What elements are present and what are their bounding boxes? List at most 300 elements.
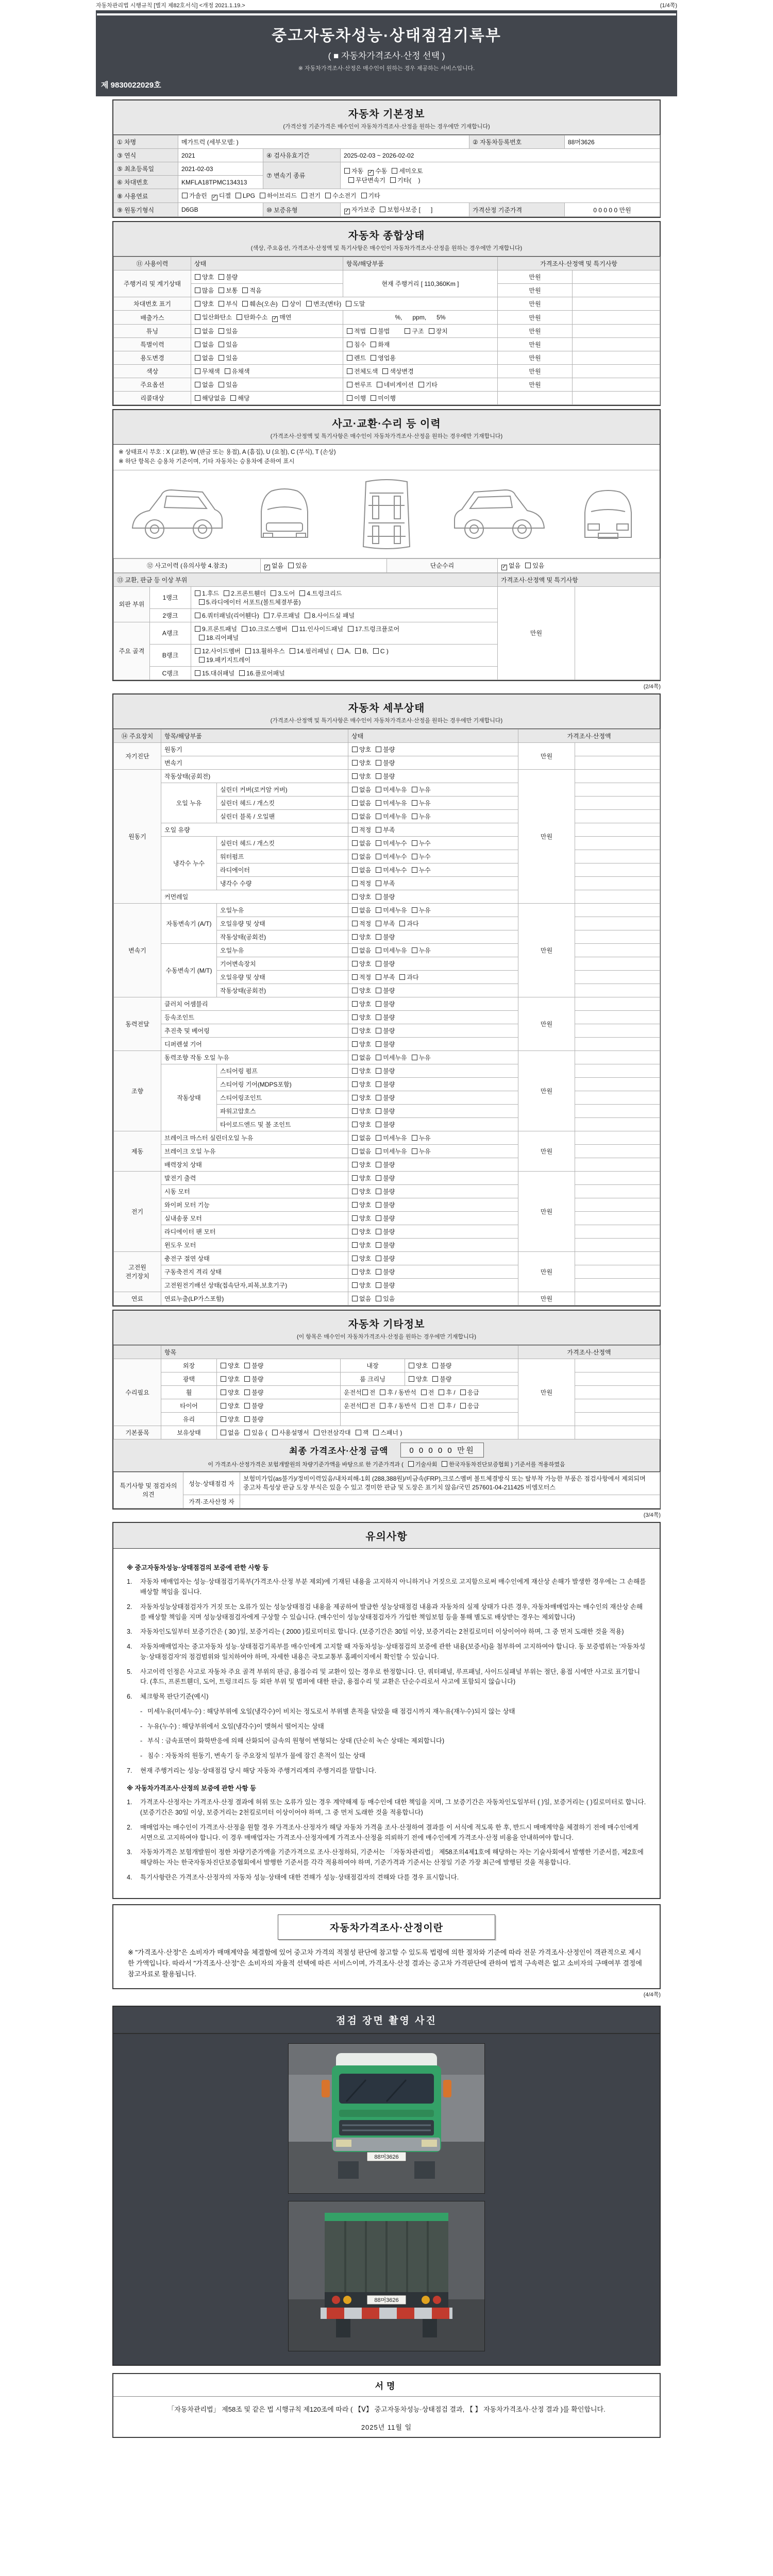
checkbox-없음[interactable] xyxy=(352,787,358,792)
table-cell: 없음 있음 xyxy=(191,378,343,392)
table-cell: 없음 있음 xyxy=(191,351,343,365)
checkbox-3.도어[interactable] xyxy=(271,590,276,596)
checkbox-불량[interactable] xyxy=(376,760,381,766)
checkbox-기타[interactable] xyxy=(418,382,424,387)
checkbox-B,[interactable] xyxy=(355,648,361,654)
table-cell xyxy=(575,970,660,984)
checkbox-기술사회[interactable] xyxy=(408,1461,414,1467)
checkbox-양호[interactable] xyxy=(352,894,358,900)
checkbox-부식[interactable] xyxy=(219,301,224,307)
table-cell: 외판 부위 xyxy=(114,586,150,622)
table-cell: 운전석 전 후 / 동반석 전 후 / 응급 xyxy=(341,1385,518,1399)
table-cell: 실린더 헤드 / 개스킷 xyxy=(217,836,348,850)
checkbox-침수[interactable] xyxy=(347,342,352,347)
checkbox-자가보증[interactable] xyxy=(344,209,350,214)
checkbox-누유[interactable] xyxy=(412,814,417,819)
checkbox-불량[interactable] xyxy=(432,1376,438,1382)
page-marker-3: (3/4쪽) xyxy=(643,1512,661,1518)
checkbox-네비게이션[interactable] xyxy=(377,382,382,387)
checkbox-양호[interactable] xyxy=(221,1389,226,1395)
checkbox-있음[interactable] xyxy=(288,563,294,568)
checkbox-11.인사이드패널[interactable] xyxy=(292,626,298,632)
checkbox-LPG[interactable] xyxy=(236,193,241,198)
checkbox-양호[interactable] xyxy=(352,1242,358,1248)
checkbox-누수[interactable] xyxy=(412,854,417,859)
checkbox-양호[interactable] xyxy=(195,274,200,280)
table-cell: 적법 불법 구조 장치 xyxy=(343,325,498,338)
checkbox-후[interactable] xyxy=(439,1403,444,1409)
checkbox-불량[interactable] xyxy=(376,1242,381,1248)
checkbox-15.대쉬패널[interactable] xyxy=(195,670,200,676)
special-remarks-table xyxy=(113,1472,660,1509)
checkbox-누유[interactable] xyxy=(412,1135,417,1141)
checkbox-양호[interactable] xyxy=(352,988,358,993)
checkbox-하이브리드[interactable] xyxy=(260,193,265,198)
table-cell: 냉각수 누수 xyxy=(161,836,217,890)
checkbox-일산화탄소[interactable] xyxy=(195,314,200,320)
checkbox-영업용[interactable] xyxy=(371,355,376,361)
checkbox-13.휠하우스[interactable] xyxy=(245,648,251,654)
checkbox-불량[interactable] xyxy=(244,1376,250,1382)
table-cell: 발전기 출력 xyxy=(161,1171,348,1184)
table-cell xyxy=(575,943,660,957)
checkbox-양호[interactable] xyxy=(409,1376,414,1382)
notice-heading: ※ 자동차가격조사·산정의 보증에 관한 사항 등 xyxy=(127,1784,257,1792)
table-cell: 무채색 유채색 xyxy=(191,365,343,378)
accident-summary-table xyxy=(113,558,660,573)
checkbox-양호[interactable] xyxy=(352,1014,358,1020)
checkbox-불량[interactable] xyxy=(244,1389,250,1395)
checkbox-양호[interactable] xyxy=(409,1363,414,1368)
checkbox-도말[interactable] xyxy=(346,301,351,307)
checkbox-없음[interactable] xyxy=(352,854,358,859)
table-cell: 만원 xyxy=(518,1292,575,1305)
table-cell: 라디에이터 xyxy=(217,863,348,876)
checkbox-9.프론트패널[interactable] xyxy=(195,626,200,632)
checkbox-불량[interactable] xyxy=(376,747,381,752)
checkbox-미세누유[interactable] xyxy=(376,1055,381,1060)
checkbox-유채색[interactable] xyxy=(225,368,230,374)
checkbox-기타[interactable] xyxy=(390,177,396,183)
checkbox-양호[interactable] xyxy=(352,1256,358,1261)
checkbox-미세누유[interactable] xyxy=(376,814,381,819)
table-cell: 양호 불량 xyxy=(348,1238,518,1251)
checkbox-미세누유[interactable] xyxy=(376,907,381,913)
checkbox-없음[interactable] xyxy=(352,814,358,819)
table-cell: 만원 xyxy=(518,1171,575,1251)
checkbox-잭[interactable] xyxy=(356,1430,361,1435)
checkbox-미세누유[interactable] xyxy=(376,800,381,806)
car-damage-diagrams xyxy=(113,470,660,558)
checkbox-없음[interactable] xyxy=(195,382,200,387)
table-cell: C랭크 xyxy=(150,666,191,680)
checkbox-상이[interactable] xyxy=(282,301,288,307)
checkbox-미세누수[interactable] xyxy=(376,854,381,859)
checkbox-2.프론트휀더[interactable] xyxy=(224,590,229,596)
checkbox-있음[interactable] xyxy=(525,563,531,568)
checkbox-후[interactable] xyxy=(380,1389,385,1395)
checkbox-양호[interactable] xyxy=(195,301,200,307)
table-cell xyxy=(575,1372,660,1385)
checkbox-미세누유[interactable] xyxy=(376,1148,381,1154)
checkbox-누수[interactable] xyxy=(412,867,417,873)
table-cell xyxy=(575,1399,660,1412)
table-cell: 만원 xyxy=(498,284,573,297)
checkbox-양호[interactable] xyxy=(352,1269,358,1275)
other-subtitle: (이 항목은 매수인이 자동차가격조사·산정을 원하는 경우에만 기재합니다) xyxy=(296,1333,477,1340)
section-accident-history xyxy=(112,409,661,681)
table-cell: 없음 미세누수 누수 xyxy=(348,836,518,850)
accident-subtitle: (가격조사·산정액 및 특기사항은 매수인이 자동차가격조사·산정을 원하는 경우에만 기재합니다) xyxy=(270,433,503,439)
checkbox-부족[interactable] xyxy=(376,827,381,833)
checkbox-양호[interactable] xyxy=(352,1001,358,1007)
checkbox-A,[interactable] xyxy=(338,648,343,654)
checkbox-있음[interactable] xyxy=(244,1430,250,1435)
table-cell: 작동상태(공회전) xyxy=(161,769,348,783)
table-cell xyxy=(573,365,660,378)
checkbox-불법[interactable] xyxy=(371,328,376,334)
checkbox-불량[interactable] xyxy=(376,1202,381,1208)
table-cell xyxy=(573,297,660,311)
checkbox-불량[interactable] xyxy=(376,1269,381,1275)
checkbox-안전삼각대[interactable] xyxy=(314,1430,320,1435)
checkbox-10.크로스멤버[interactable] xyxy=(242,626,247,632)
checkbox-양호[interactable] xyxy=(352,1202,358,1208)
checkbox-7.루프패널[interactable] xyxy=(264,613,270,618)
table-cell: 룸 크리닝 xyxy=(341,1372,405,1385)
table-cell: 단순수리 xyxy=(387,558,498,572)
checkbox-없음[interactable] xyxy=(195,342,200,347)
table-cell: 없음 미세누유 누유 xyxy=(348,903,518,917)
checkbox-불량[interactable] xyxy=(376,1189,381,1194)
table-cell: 적정 부족 xyxy=(348,876,518,890)
checkbox-불량[interactable] xyxy=(376,1041,381,1047)
table-cell: 고전원 전기장치 xyxy=(114,1251,161,1292)
table-cell: 양호 불량 xyxy=(348,1265,518,1278)
column-header: ⑬ 교환, 판금 등 이상 부위 xyxy=(114,573,498,586)
checkbox-사용설명서[interactable] xyxy=(272,1430,278,1435)
table-cell xyxy=(575,1117,660,1131)
checkbox-있음[interactable] xyxy=(219,382,224,387)
checkbox-없음[interactable] xyxy=(352,1296,358,1301)
field-value-car-name: 메가트럭 (세부모델: ) xyxy=(178,135,469,149)
table-cell: 오일유량 및 상태 xyxy=(217,917,348,930)
checkbox-불량[interactable] xyxy=(376,1229,381,1234)
checkbox-렌트[interactable] xyxy=(347,355,352,361)
checkbox-전[interactable] xyxy=(362,1389,368,1395)
document-number: 제 9830022029호 xyxy=(101,81,161,90)
checkbox-양호[interactable] xyxy=(352,1215,358,1221)
checkbox-전[interactable] xyxy=(421,1403,427,1409)
checkbox-화재[interactable] xyxy=(371,342,376,347)
checkbox-전[interactable] xyxy=(421,1389,427,1395)
checkbox-있음[interactable] xyxy=(219,355,224,361)
checkbox-불량[interactable] xyxy=(376,1014,381,1020)
checkbox-없음[interactable] xyxy=(352,947,358,953)
checkbox-있음[interactable] xyxy=(376,1296,381,1301)
checkbox-양호[interactable] xyxy=(352,1041,358,1047)
table-cell: ✓ 없음 있음 xyxy=(261,558,387,572)
table-cell: 변속기 xyxy=(161,756,348,769)
notice-item: 7. 현재 주행거리는 성능·상태점검 당시 해당 자동차 주행거리계의 주행거리를 말합니다. xyxy=(127,1767,377,1774)
checkbox-무채색[interactable] xyxy=(195,368,200,374)
table-cell: 전체도색 색상변경 xyxy=(343,365,498,378)
field-value-first-registration: 2021-02-03 xyxy=(178,162,263,176)
checkbox-불량[interactable] xyxy=(244,1403,250,1409)
checkbox-해당없음[interactable] xyxy=(195,395,200,401)
checkbox-적법[interactable] xyxy=(347,328,352,334)
checkbox-없음[interactable] xyxy=(352,800,358,806)
table-cell: 주요 골격 xyxy=(114,622,150,680)
checkbox-누유[interactable] xyxy=(412,947,417,953)
table-cell: 와이퍼 모터 기능 xyxy=(161,1198,348,1211)
checkbox-매연[interactable] xyxy=(272,316,278,322)
checkbox-불량[interactable] xyxy=(244,1363,250,1368)
checkbox-이행[interactable] xyxy=(347,395,352,401)
checkbox-응급[interactable] xyxy=(460,1403,466,1409)
checkbox-없음[interactable] xyxy=(501,565,507,570)
checkbox-양호[interactable] xyxy=(221,1403,226,1409)
section-detail-state xyxy=(112,693,661,1307)
checkbox-불량[interactable] xyxy=(376,1256,381,1261)
checkbox-썬루프[interactable] xyxy=(347,382,352,387)
checkbox-있음[interactable] xyxy=(219,328,224,334)
checkbox-과다[interactable] xyxy=(399,974,405,980)
checkbox-불량[interactable] xyxy=(376,773,381,779)
checkbox-양호[interactable] xyxy=(352,934,358,940)
checkbox-적정[interactable] xyxy=(352,974,358,980)
checkbox-없음[interactable] xyxy=(195,328,200,334)
checkbox-불량[interactable] xyxy=(244,1416,250,1422)
table-cell: 없음 있음 xyxy=(348,1292,518,1305)
checkbox-불량[interactable] xyxy=(219,274,224,280)
checkbox-불량[interactable] xyxy=(376,1108,381,1114)
checkbox-미세누수[interactable] xyxy=(376,867,381,873)
checkbox-구조[interactable] xyxy=(405,328,410,334)
checkbox-불량[interactable] xyxy=(376,1122,381,1127)
table-cell: 광택 xyxy=(161,1372,217,1385)
checkbox-수동[interactable] xyxy=(368,170,374,176)
checkbox-적정[interactable] xyxy=(352,827,358,833)
checkbox-6.쿼터패널(리어휀다)[interactable] xyxy=(195,613,200,618)
checkbox-없음[interactable] xyxy=(264,565,270,570)
checkbox-전기[interactable] xyxy=(301,193,307,198)
checkbox-8.사이드실 패널[interactable] xyxy=(305,613,310,618)
checkbox-적음[interactable] xyxy=(242,287,248,293)
checkbox-양호[interactable] xyxy=(352,1068,358,1074)
table-cell xyxy=(575,756,660,769)
checkbox-미세누유[interactable] xyxy=(376,1135,381,1141)
table-cell: 만원 xyxy=(518,742,575,769)
checkbox-해당[interactable] xyxy=(230,395,236,401)
checkbox-C[interactable] xyxy=(373,648,379,654)
checkbox-16.플로어패널[interactable] xyxy=(239,670,245,676)
checkbox-불량[interactable] xyxy=(376,1001,381,1007)
checkbox-불량[interactable] xyxy=(376,961,381,967)
checkbox-미세누유[interactable] xyxy=(376,947,381,953)
checkbox-양호[interactable] xyxy=(221,1376,226,1382)
checkbox-누수[interactable] xyxy=(412,840,417,846)
checkbox-부족[interactable] xyxy=(376,880,381,886)
table-cell: 오일유량 및 상태 xyxy=(217,970,348,984)
checkbox-미세누수[interactable] xyxy=(376,840,381,846)
checkbox-양호[interactable] xyxy=(352,1175,358,1181)
car-diagram-side-left xyxy=(126,476,227,553)
table-cell xyxy=(573,284,660,297)
table-cell xyxy=(575,850,660,863)
checkbox-양호[interactable] xyxy=(352,1229,358,1234)
table-cell: A랭크 xyxy=(150,622,191,644)
document-note: ※ 자동차가격조사·산정은 매수인이 원하는 경우 제공하는 서비스입니다. xyxy=(298,65,475,72)
checkbox-무단변속기[interactable] xyxy=(348,177,354,183)
checkbox-없음[interactable] xyxy=(352,867,358,873)
checkbox-미이행[interactable] xyxy=(371,395,376,401)
checkbox-양호[interactable] xyxy=(352,773,358,779)
checkbox-장치[interactable] xyxy=(429,328,434,334)
car-diagram-rear xyxy=(569,476,647,553)
checkbox-양호[interactable] xyxy=(352,1081,358,1087)
checkbox-불량[interactable] xyxy=(376,988,381,993)
checkbox-누유[interactable] xyxy=(412,1148,417,1154)
table-cell: 조향 xyxy=(114,1050,161,1131)
checkbox-양호[interactable] xyxy=(352,1189,358,1194)
checkbox-19.패키지트레이[interactable] xyxy=(199,657,205,663)
table-cell: 만원 xyxy=(498,297,573,311)
field-label-base-price: 가격산정 기준가격 xyxy=(469,203,565,217)
checkbox-불량[interactable] xyxy=(376,1215,381,1221)
checkbox-미세누유[interactable] xyxy=(376,787,381,792)
checkbox-탄화수소[interactable] xyxy=(237,314,242,320)
checkbox-양호[interactable] xyxy=(352,961,358,967)
table-cell: 라디에이터 팬 모터 xyxy=(161,1225,348,1238)
notice-item: - 부식 : 금속표면이 화학반응에 의해 산화되어 금속의 원형이 변형되는 상태 (단순히 녹슨 상태는 제외합니다) xyxy=(140,1737,445,1745)
checkbox-없음[interactable] xyxy=(352,1135,358,1141)
table-cell: 만원 xyxy=(518,769,575,903)
table-cell: 양호 불량 xyxy=(348,890,518,903)
checkbox-14.필러패널[interactable] xyxy=(290,648,295,654)
checkbox-불량[interactable] xyxy=(376,1081,381,1087)
checkbox-양호[interactable] xyxy=(352,747,358,752)
checkbox-있음[interactable] xyxy=(219,342,224,347)
checkbox-없음[interactable] xyxy=(195,355,200,361)
checkbox-전[interactable] xyxy=(362,1403,368,1409)
checkbox-스패너[interactable] xyxy=(373,1430,379,1435)
checkbox-전체도색[interactable] xyxy=(347,368,352,374)
checkbox-많음[interactable] xyxy=(195,287,200,293)
table-cell: 양호 불량 xyxy=(348,1077,518,1091)
checkbox-후[interactable] xyxy=(380,1403,385,1409)
checkbox-응급[interactable] xyxy=(460,1389,466,1395)
warranty-checkboxes: ✓ 자가보증 보험사보증 [ ] xyxy=(341,203,469,217)
checkbox-변조(변타)[interactable] xyxy=(306,301,312,307)
checkbox-1.후드[interactable] xyxy=(195,590,200,596)
checkbox-없음[interactable] xyxy=(352,907,358,913)
table-cell: 없음 미세누유 누유 xyxy=(348,809,518,823)
checkbox-양호[interactable] xyxy=(352,760,358,766)
table-cell: 원동기 xyxy=(114,769,161,903)
table-cell xyxy=(575,863,660,876)
checkbox-없음[interactable] xyxy=(221,1430,226,1435)
checkbox-적정[interactable] xyxy=(352,921,358,926)
checkbox-세미오토[interactable] xyxy=(392,168,397,174)
checkbox-가솔린[interactable] xyxy=(182,193,188,198)
table-cell: 썬루프 네비게이션 기타 xyxy=(343,378,498,392)
checkbox-불량[interactable] xyxy=(376,1068,381,1074)
field-label-fuel: ⑧ 사용연료 xyxy=(114,189,178,203)
checkbox-불량[interactable] xyxy=(376,894,381,900)
checkbox-누유[interactable] xyxy=(412,800,417,806)
definition-text: ※ "가격조사·산정"은 소비자가 매매계약을 체결함에 있어 중고차 가격의 적절성 판단에 참고할 수 있도록 법령에 의한 절차와 기준에 따라 전문 가격조사·산정인이 객관적으로 제시한 가액입니다. 따라서 "가격조사·산정"은 소비자의 자율적 선택에 따른 서비스이며, 가격조사·산정 결과는 중고차 가격판단에 관하여 법적 구속력은 없고 소비자의 구매여부 결정에 참고자료로 활용됩니다. xyxy=(128,1948,642,1978)
top-note-row xyxy=(96,0,677,9)
checkbox-과다[interactable] xyxy=(399,921,405,926)
checkbox-12.사이드멤버[interactable] xyxy=(195,648,200,654)
checkbox-누유[interactable] xyxy=(412,907,417,913)
checkbox-한국자동차진단보증협회[interactable] xyxy=(442,1461,447,1467)
checkbox-4.트렁크리드[interactable] xyxy=(299,590,305,596)
detail-band xyxy=(113,694,660,729)
checkbox-부족[interactable] xyxy=(376,921,381,926)
checkbox-색상변경[interactable] xyxy=(382,368,388,374)
table-cell: 양호 불량 xyxy=(405,1372,518,1385)
checkbox-불량[interactable] xyxy=(432,1363,438,1368)
table-cell: 일산화탄소 탄화수소 ✓ 매연 xyxy=(191,311,343,325)
photos-title: 점검 장면 촬영 사진 xyxy=(113,2007,660,2034)
checkbox-부족[interactable] xyxy=(376,974,381,980)
checkbox-수소전기[interactable] xyxy=(325,193,331,198)
checkbox-양호[interactable] xyxy=(352,1028,358,1033)
checkbox-양호[interactable] xyxy=(352,1095,358,1100)
checkbox-양호[interactable] xyxy=(352,1282,358,1288)
checkbox-보통[interactable] xyxy=(219,287,224,293)
table-cell: 양호 불량 xyxy=(348,1171,518,1184)
checkbox-없음[interactable] xyxy=(352,1055,358,1060)
checkbox-18.리어패널[interactable] xyxy=(199,635,205,640)
checkbox-불량[interactable] xyxy=(376,1175,381,1181)
table-cell: 양호 불량 xyxy=(217,1359,341,1372)
checkbox-자동[interactable] xyxy=(344,168,350,174)
checkbox-디젤[interactable] xyxy=(212,195,217,200)
checkbox-양호[interactable] xyxy=(352,1108,358,1114)
checkbox-불량[interactable] xyxy=(376,934,381,940)
checkbox-불량[interactable] xyxy=(376,1282,381,1288)
table-cell: 양호 부식 훼손(오손) 상이 변조(변타) 도말 xyxy=(191,297,498,311)
checkbox-불량[interactable] xyxy=(376,1028,381,1033)
diagram-basis-note: ※ 하단 항목은 승용차 기준이며, 기타 자동차는 승용차에 준하여 표시 xyxy=(119,459,295,465)
checkbox-훼손(오손)[interactable] xyxy=(242,301,248,307)
table-cell: 전기 xyxy=(114,1171,161,1251)
checkbox-불량[interactable] xyxy=(376,1162,381,1167)
table-cell: 양호 불량 xyxy=(348,1225,518,1238)
checkbox-5.라디에이터 서포트(볼트체결부품)[interactable] xyxy=(199,599,205,605)
checkbox-불량[interactable] xyxy=(376,1095,381,1100)
table-cell: 양호 불량 xyxy=(348,1010,518,1024)
checkbox-없음[interactable] xyxy=(352,840,358,846)
checkbox-없음[interactable] xyxy=(352,1148,358,1154)
table-cell xyxy=(575,890,660,903)
checkbox-적정[interactable] xyxy=(352,880,358,886)
checkbox-17.트렁크플로어[interactable] xyxy=(348,626,354,632)
table-cell: 제동 xyxy=(114,1131,161,1171)
checkbox-누유[interactable] xyxy=(412,787,417,792)
checkbox-양호[interactable] xyxy=(221,1416,226,1422)
checkbox-기타[interactable] xyxy=(361,193,367,198)
checkbox-후[interactable] xyxy=(439,1389,444,1395)
checkbox-양호[interactable] xyxy=(352,1122,358,1127)
checkbox-양호[interactable] xyxy=(352,1162,358,1167)
checkbox-양호[interactable] xyxy=(221,1363,226,1368)
checkbox-보험사보증[interactable] xyxy=(380,207,385,212)
checkbox-누유[interactable] xyxy=(412,1055,417,1060)
